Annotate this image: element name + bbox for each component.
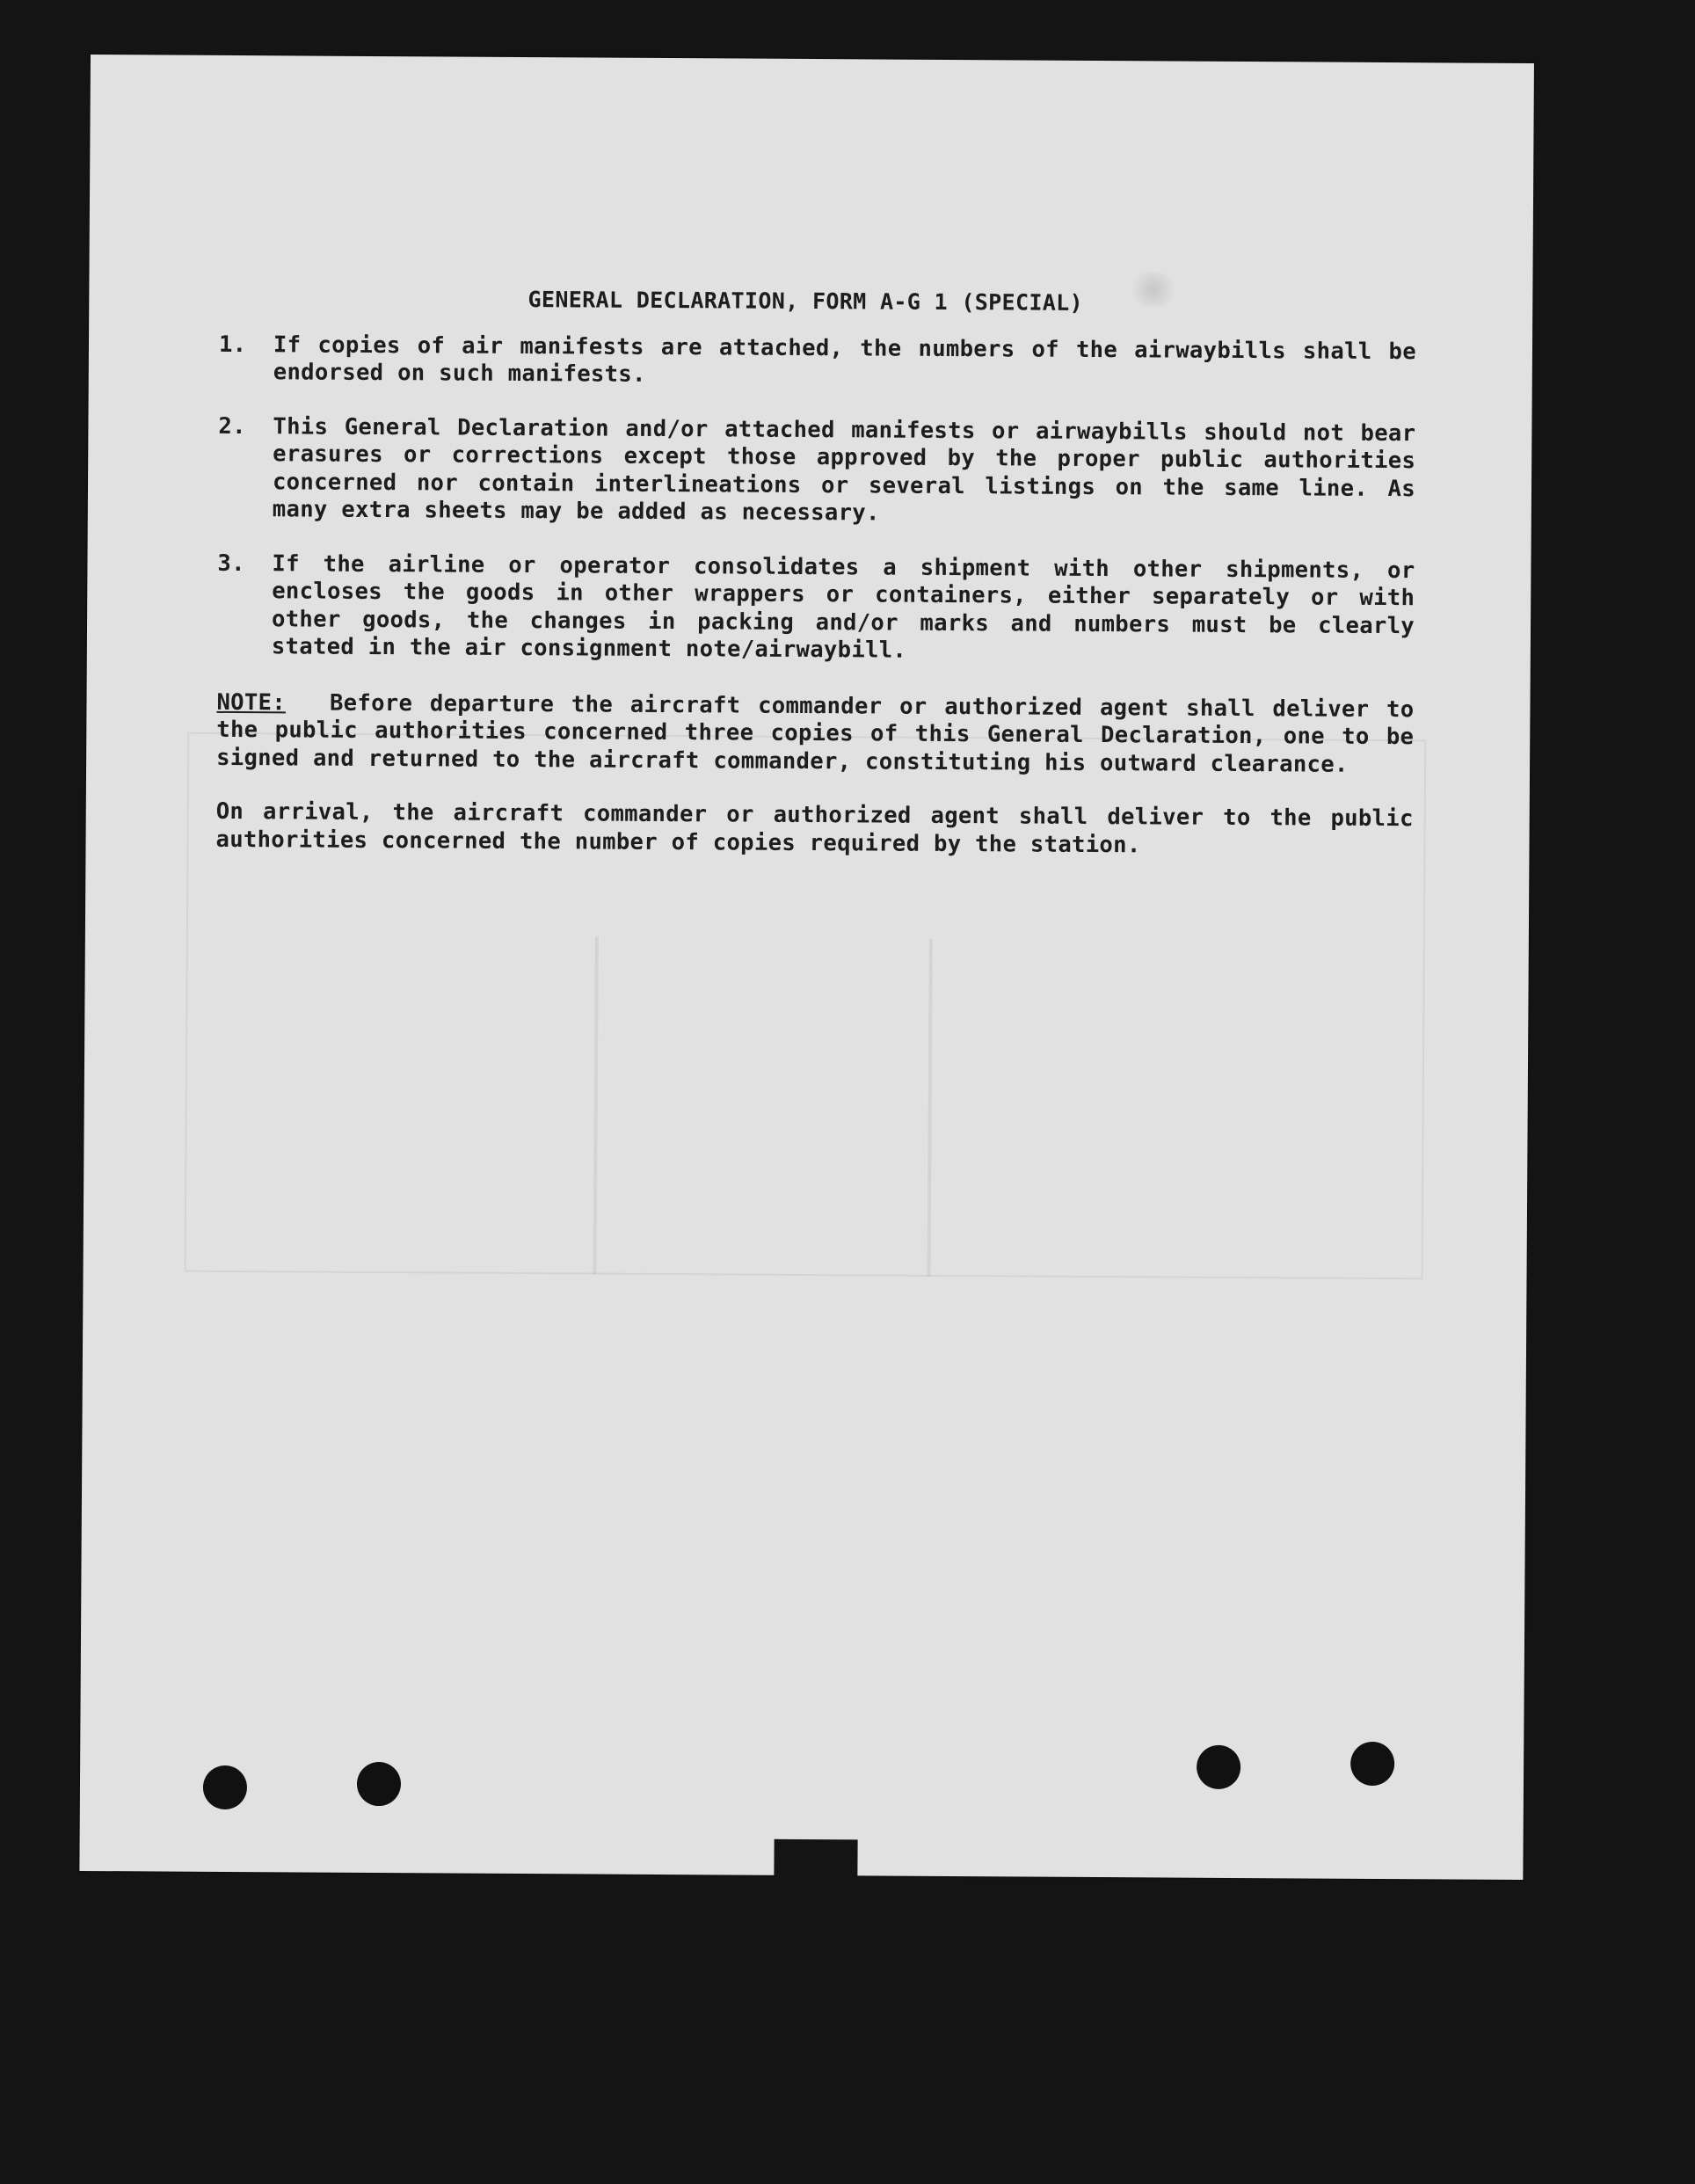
page-title: GENERAL DECLARATION, FORM A-G 1 (SPECIAL) bbox=[527, 287, 1084, 316]
note-text: Before departure the aircraft commander or authorized agent shall deliver to the public authorities concerned three copies of this General Declaration, one to be signed and returned to the aircraft commander, constituting his outward clearance. bbox=[216, 689, 1415, 778]
item-text: If the airline or operator consolidates a shipment with other shipments, or encloses the goods in other wrappers or containers, either separately or with other goods, the changes in packing and/or marks and numbers must be clearly stated in the air consignment note/airwaybill. bbox=[271, 550, 1415, 664]
instruction-item bbox=[211, 412, 1416, 530]
punch-hole bbox=[1350, 1742, 1394, 1786]
instructions-block bbox=[208, 284, 1416, 861]
punch-hole bbox=[357, 1762, 401, 1806]
note-label: NOTE: bbox=[216, 688, 287, 716]
instruction-item bbox=[212, 331, 1416, 393]
item-text: This General Declaration and/or attached manifests or airwaybills should not bear erasures or corrections except those approved by the proper public authorities concerned nor contain interlineations or several listings on the same line. As many extra sheets may be added as necessary. bbox=[272, 412, 1416, 527]
punch-hole bbox=[203, 1765, 247, 1809]
item-number: 3. bbox=[217, 550, 245, 577]
document-page bbox=[79, 55, 1534, 1880]
instruction-item bbox=[210, 550, 1415, 667]
item-number: 1. bbox=[218, 331, 247, 358]
binding-notch bbox=[774, 1839, 857, 1880]
item-number: 2. bbox=[218, 412, 246, 440]
item-text: If copies of air manifests are attached, the numbers of the airwaybills shall be endorsed on such manifests. bbox=[273, 331, 1417, 388]
punch-hole bbox=[1197, 1745, 1240, 1789]
note-paragraph bbox=[209, 688, 1415, 779]
arrival-paragraph: On arrival, the aircraft commander or authorized agent shall deliver to the public authorities concerned the number of copies required by the station. bbox=[215, 797, 1414, 858]
